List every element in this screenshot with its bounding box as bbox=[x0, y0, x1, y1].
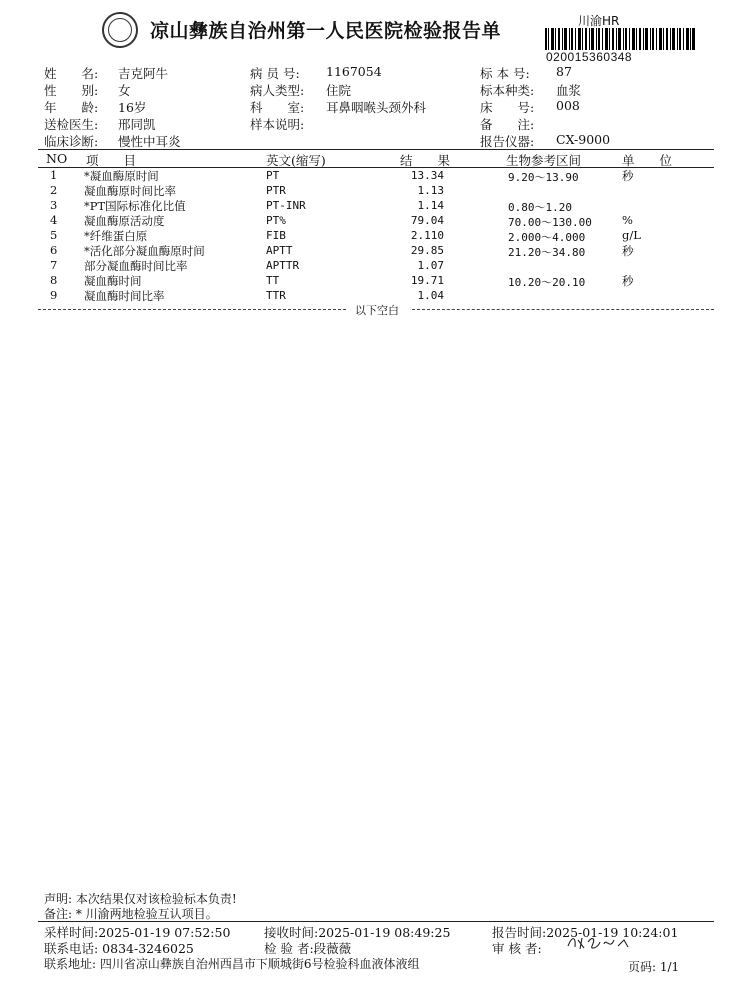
footnote: 备注: * 川渝两地检验互认项目。 bbox=[44, 907, 218, 921]
row-item: 凝血酶原时间比率 bbox=[84, 184, 176, 198]
instrument: CX-9000 bbox=[556, 132, 611, 147]
specimen-no-label: 标 本 号: bbox=[480, 66, 530, 81]
statement: 声明: 本次结果仅对该检验标本负责! bbox=[44, 892, 237, 906]
row-abbr: PT-INR bbox=[266, 199, 306, 212]
row-unit: 秒 bbox=[622, 169, 634, 183]
col-header-unit: 单 位 bbox=[622, 153, 673, 168]
page-number: 页码: 1/1 bbox=[628, 960, 680, 974]
row-no: 4 bbox=[50, 213, 58, 227]
row-ref: 21.20～34.80 bbox=[508, 246, 586, 259]
row-unit: g/L bbox=[622, 228, 641, 242]
row-result: 13.34 bbox=[410, 169, 444, 182]
col-header-item: 项 目 bbox=[86, 153, 137, 168]
doctor-label: 送检医生: bbox=[44, 117, 99, 132]
page-title: 凉山彝族自治州第一人民医院检验报告单 bbox=[150, 20, 502, 42]
row-item: *PT国际标准化比值 bbox=[84, 199, 186, 213]
name-label: 姓 名: bbox=[44, 66, 99, 81]
row-item: 凝血酶时间 bbox=[84, 274, 142, 288]
row-no: 8 bbox=[50, 273, 58, 287]
end-marker: 以下空白 bbox=[355, 304, 399, 317]
instrument-label: 报告仪器: bbox=[480, 134, 535, 149]
table-top-rule bbox=[38, 149, 714, 150]
patient-type: 住院 bbox=[326, 83, 352, 98]
row-item: 凝血酶时间比率 bbox=[84, 289, 165, 303]
row-ref: 0.80～1.20 bbox=[508, 201, 572, 214]
age-label: 年 龄: bbox=[44, 100, 99, 115]
specimen-type: 血浆 bbox=[556, 83, 582, 98]
row-result: 1.07 bbox=[417, 259, 444, 272]
row-no: 9 bbox=[50, 288, 58, 302]
bed-label: 床 号: bbox=[480, 100, 535, 115]
row-result: 1.04 bbox=[417, 289, 444, 302]
row-result: 79.04 bbox=[410, 214, 444, 227]
contact-address: 联系地址: 四川省凉山彝族自治州西昌市下顺城街6号检验科血液体液组 bbox=[44, 957, 420, 971]
row-item: *纤维蛋白原 bbox=[84, 229, 148, 243]
hospital-logo-icon bbox=[102, 12, 138, 48]
reviewer-signature-icon bbox=[566, 932, 636, 954]
row-unit: % bbox=[622, 213, 633, 227]
row-abbr: PTR bbox=[266, 184, 286, 197]
row-result: 19.71 bbox=[410, 274, 444, 287]
row-item: 部分凝血酶时间比率 bbox=[84, 259, 188, 273]
patient-age: 16岁 bbox=[118, 100, 147, 115]
barcode-icon bbox=[545, 28, 695, 50]
record-number: 1167054 bbox=[326, 64, 382, 79]
row-no: 5 bbox=[50, 228, 58, 242]
row-ref: 10.20～20.10 bbox=[508, 276, 586, 289]
doctor-name: 邢同凯 bbox=[118, 117, 156, 132]
receive-time: 接收时间:2025-01-19 08:49:25 bbox=[264, 925, 451, 940]
sex-label: 性 别: bbox=[44, 83, 99, 98]
row-unit: 秒 bbox=[622, 274, 634, 288]
row-abbr: TT bbox=[266, 274, 280, 287]
col-header-result: 结 果 bbox=[400, 153, 451, 168]
record-label: 病 员 号: bbox=[250, 66, 300, 81]
sample-time: 采样时间:2025-01-19 07:52:50 bbox=[44, 925, 231, 940]
row-no: 3 bbox=[50, 198, 58, 212]
row-ref: 9.20～13.90 bbox=[508, 171, 579, 184]
row-result: 29.85 bbox=[410, 244, 444, 257]
patient-sex: 女 bbox=[118, 83, 131, 98]
end-divider-right bbox=[412, 309, 714, 310]
department: 耳鼻咽喉头颈外科 bbox=[326, 100, 427, 115]
reviewer-label: 审 核 者: bbox=[492, 941, 542, 956]
row-ref: 2.000～4.000 bbox=[508, 231, 586, 244]
bed-number: 008 bbox=[556, 98, 580, 113]
row-result: 1.14 bbox=[417, 199, 444, 212]
barcode-tag: 川渝HR bbox=[578, 14, 620, 28]
row-result: 1.13 bbox=[417, 184, 444, 197]
specimen-number: 87 bbox=[556, 64, 572, 79]
row-item: *凝血酶原时间 bbox=[84, 169, 159, 183]
col-header-abbr: 英文(缩写) bbox=[266, 153, 326, 168]
row-no: 1 bbox=[50, 168, 58, 182]
patient-name: 吉克阿牛 bbox=[118, 66, 169, 81]
specimen-type-label: 标本种类: bbox=[480, 83, 535, 98]
row-abbr: APTT bbox=[266, 244, 293, 257]
row-result: 2.110 bbox=[410, 229, 444, 242]
row-abbr: APTTR bbox=[266, 259, 300, 272]
contact-phone: 联系电话: 0834-3246025 bbox=[44, 941, 194, 956]
end-divider-left bbox=[38, 309, 346, 310]
patient-type-label: 病人类型: bbox=[250, 83, 305, 98]
diagnosis: 慢性中耳炎 bbox=[118, 134, 181, 149]
row-item: 凝血酶原活动度 bbox=[84, 214, 165, 228]
col-header-ref: 生物参考区间 bbox=[506, 153, 582, 168]
sample-note-label: 样本说明: bbox=[250, 117, 305, 132]
row-abbr: FIB bbox=[266, 229, 286, 242]
report-time: 报告时间:2025-01-19 10:24:01 bbox=[492, 925, 679, 940]
dept-label: 科 室: bbox=[250, 100, 305, 115]
barcode-number: 020015360348 bbox=[546, 50, 633, 64]
row-no: 7 bbox=[50, 258, 58, 272]
tester: 检 验 者:段薇薇 bbox=[264, 941, 352, 956]
row-no: 6 bbox=[50, 243, 58, 257]
row-unit: 秒 bbox=[622, 244, 634, 258]
diagnosis-label: 临床诊断: bbox=[44, 134, 99, 149]
remark-label: 备 注: bbox=[480, 117, 535, 132]
row-item: *活化部分凝血酶原时间 bbox=[84, 244, 205, 258]
row-ref: 70.00～130.00 bbox=[508, 216, 592, 229]
row-abbr: PT% bbox=[266, 214, 286, 227]
row-no: 2 bbox=[50, 183, 58, 197]
row-abbr: TTR bbox=[266, 289, 286, 302]
footer-rule bbox=[38, 921, 714, 922]
row-abbr: PT bbox=[266, 169, 280, 182]
col-header-no: NO bbox=[46, 151, 68, 166]
